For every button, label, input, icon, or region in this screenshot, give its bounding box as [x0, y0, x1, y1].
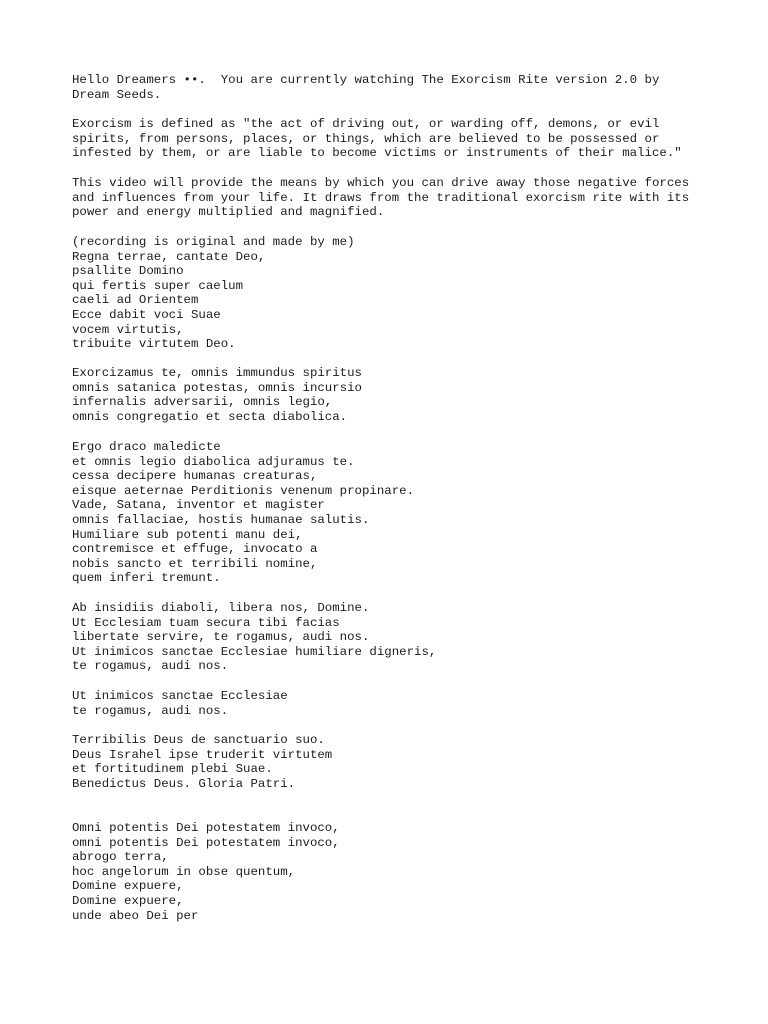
verse-terribilis: Terribilis Deus de sanctuario suo. Deus Israhel ipse truderit virtutem et fortitudinem plebi Suae. Benedictus Deus. Gloria Patri.: [72, 733, 333, 791]
verse-ut-inimicos: Ut inimicos sanctae Ecclesiae te rogamus, audi nos.: [72, 689, 288, 718]
verse-omni-potentis: Omni potentis Dei potestatem invoco, omni potentis Dei potestatem invoco, abrogo terra, hoc angelorum in obse quentum, Domine expuere, Domine expuere, unde abeo Dei per: [72, 821, 340, 923]
verse-regna-terrae: (recording is original and made by me) Regna terrae, cantate Deo, psallite Domino qui fertis super caelum caeli ad Orientem Ecce dabit voci Suae vocem virtutis, tribuite virtutem Deo.: [72, 235, 355, 352]
description-paragraph: This video will provide the means by which you can drive away those negative forces and influences from your life. It draws from the traditional exorcism rite with its power and energy multiplied and magnified.: [72, 176, 690, 220]
definition-paragraph: Exorcism is defined as "the act of driving out, or warding off, demons, or evil spirits, from persons, places, or things, which are believed to be possessed or infested by them, or are liable to become victims or instruments of their malice.": [72, 117, 682, 161]
verse-ergo-draco: Ergo draco maledicte et omnis legio diabolica adjuramus te. cessa decipere humanas creaturas, eisque aeternae Perditionis venenum propinare. Vade, Satana, inventor et magister omnis fallaciae, hostis humanae salutis. Humiliare sub potenti manu dei, contremisce et effuge, invocato a nobis sancto et terribili nomine, quem inferi tremunt.: [72, 440, 415, 586]
verse-exorcizamus: Exorcizamus te, omnis immundus spiritus omnis satanica potestas, omnis incursio infernalis adversarii, omnis legio, omnis congregatio et secta diabolica.: [72, 366, 362, 424]
intro-paragraph: Hello Dreamers ••. You are currently watching The Exorcism Rite version 2.0 by Dream Seeds.: [72, 73, 660, 102]
verse-ab-insidiis: Ab insidiis diaboli, libera nos, Domine. Ut Ecclesiam tuam secura tibi facias libertate servire, te rogamus, audi nos. Ut inimicos sanctae Ecclesiae humiliare digneris, te rogamus, audi nos.: [72, 601, 437, 674]
